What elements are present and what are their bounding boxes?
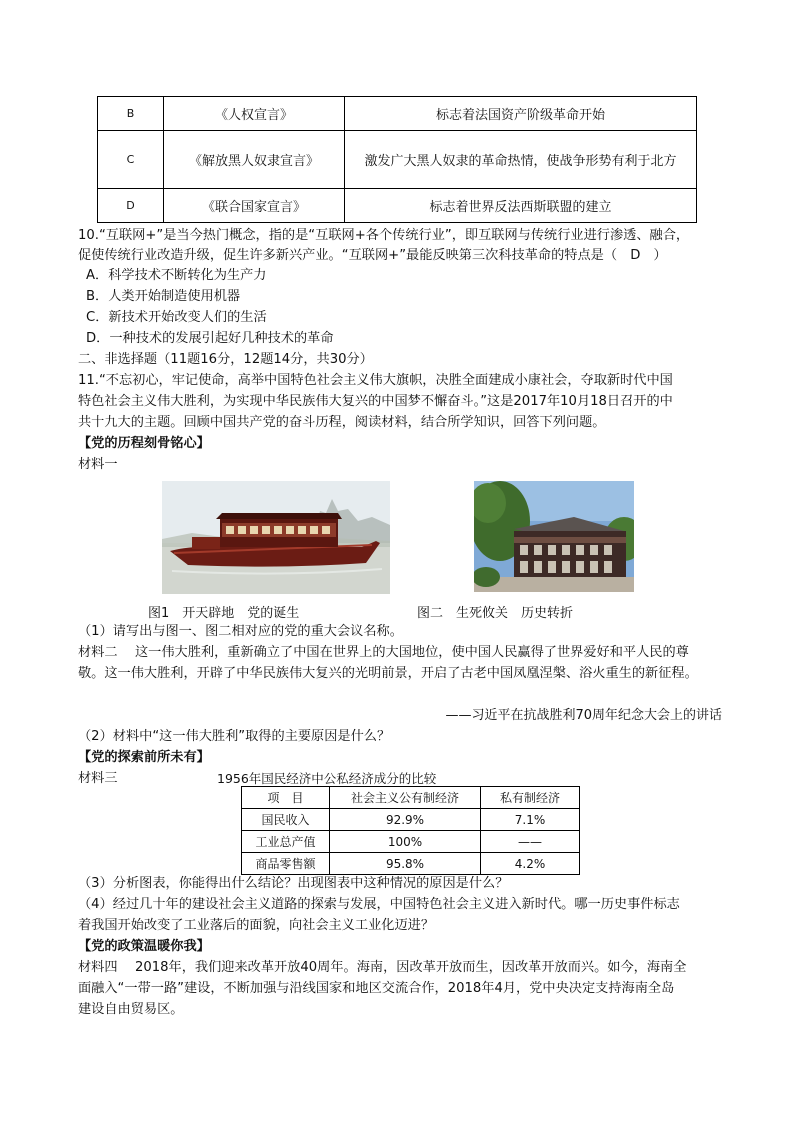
document-meaning: 标志着世界反法西斯联盟的建立 (345, 189, 697, 223)
material2-line2: 敬。这一伟大胜利，开辟了中华民族伟大复兴的光明前景，开启了古老中国凤凰涅槃、浴火重生的新征程。 (78, 666, 698, 681)
q11-line1: 11.“不忘初心，牢记使命，高举中国特色社会主义伟大旗帜，决胜全面建成小康社会，夺取新时代中国 (78, 373, 673, 388)
heading-party-history: 【党的历程刻骨铭心】 (78, 436, 210, 451)
table-cell: 工业总产值 (242, 831, 330, 853)
material2-line1: 材料二 这一伟大胜利，重新确立了中国在世界上的大国地位，使中国人民赢得了世界爱好和平人民的尊 (78, 645, 689, 660)
table-cell: 商品零售额 (242, 853, 330, 875)
document-meaning: 标志着法国资产阶级革命开始 (345, 97, 697, 131)
material4-line3: 建设自由贸易区。 (78, 1002, 184, 1017)
table-row (98, 97, 697, 131)
table-cell: 7.1% (481, 809, 580, 831)
table-cell: 92.9% (330, 809, 481, 831)
material4-line2: 面融入“一带一路”建设，不断加强与沿线国家和地区交流合作，2018年4月，党中央决定支持海南全岛 (78, 981, 675, 996)
document-meaning: 激发广大黑人奴隶的革命热情，使战争形势有利于北方 (345, 131, 697, 189)
document-name: 《人权宣言》 (164, 97, 345, 131)
q11-line2: 特色社会主义伟大胜利，为实现中华民族伟大复兴的中国梦不懈奋斗。”这是2017年10月18日召开的中 (78, 394, 673, 409)
q11-line3: 共十九大的主题。回顾中国共产党的奋斗历程，阅读材料，结合所学知识，回答下列问题。 (78, 415, 606, 430)
row-label: C (98, 131, 164, 189)
q10-option-d: D．一种技术的发展引起好几种技术的革命 (86, 331, 334, 346)
table-row (242, 831, 580, 853)
table-cell: 4.2% (481, 853, 580, 875)
material1-label: 材料一 (78, 457, 118, 472)
table-cell: 100% (330, 831, 481, 853)
sub-question-1: （1）请写出与图一、图二相对应的党的重大会议名称。 (78, 624, 403, 639)
column-header: 项 目 (242, 787, 330, 809)
answer-options-table (97, 96, 697, 223)
table-header-row (242, 787, 580, 809)
economy-comparison-table (241, 786, 580, 875)
column-header: 社会主义公有制经济 (330, 787, 481, 809)
sub-question-3: （3）分析图表，你能得出什么结论？出现图表中这种情况的原因是什么？ (78, 876, 509, 891)
heading-party-exploration: 【党的探索前所未有】 (78, 750, 210, 765)
material4-line1: 材料四 2018年，我们迎来改革开放40周年。海南，因改革开放而生，因改革开放而兴。如今，海南全 (78, 960, 687, 975)
table-row (98, 131, 697, 189)
q10-option-b: B．人类开始制造使用机器 (86, 289, 241, 304)
zunyi-building-image (474, 481, 634, 592)
figure1-caption: 图1 开天辟地 党的诞生 (148, 606, 300, 621)
table-cell: 95.8% (330, 853, 481, 875)
sub-question-4-line1: （4）经过几十年的建设社会主义道路的探索与发展，中国特色社会主义进入新时代。哪一历史事件标志 (78, 897, 680, 912)
table-title: 1956年国民经济中公私经济成分的比较 (217, 771, 437, 786)
row-label: B (98, 97, 164, 131)
heading-party-policy: 【党的政策温暖你我】 (78, 939, 210, 954)
sub-question-2: （2）材料中“这一伟大胜利”取得的主要原因是什么？ (78, 729, 391, 744)
q10-option-a: A．科学技术不断转化为生产力 (86, 268, 267, 283)
q10-option-c: C．新技术开始改变人们的生活 (86, 310, 267, 325)
column-header: 私有制经济 (481, 787, 580, 809)
table-row (242, 809, 580, 831)
figure2-caption: 图二 生死攸关 历史转折 (417, 606, 574, 621)
sub-question-4-line2: 着我国开始改变了工业落后的面貌，向社会主义工业化迈进？ (78, 918, 435, 933)
table-cell: —— (481, 831, 580, 853)
q10-stem-line1: 10.“互联网+”是当今热门概念，指的是“互联网+各个传统行业”，即互联网与传统行业进行渗透、融合， (78, 228, 690, 243)
document-name: 《联合国家宣言》 (164, 189, 345, 223)
section-heading: 二、非选择题（11题16分，12题14分，共30分） (78, 352, 373, 367)
document-name: 《解放黑人奴隶宣言》 (164, 131, 345, 189)
row-label: D (98, 189, 164, 223)
table-cell: 国民收入 (242, 809, 330, 831)
q10-stem-line2: 促使传统行业改造升级，促生许多新兴产业。“互联网+”最能反映第三次科技革命的特点是（ D ） (78, 248, 667, 263)
table-row (98, 189, 697, 223)
material3-label: 材料三 (78, 771, 118, 786)
table-row (242, 853, 580, 875)
red-boat-image (162, 481, 390, 594)
material2-source: ——习近平在抗战胜利70周年纪念大会上的讲话 (445, 708, 722, 723)
